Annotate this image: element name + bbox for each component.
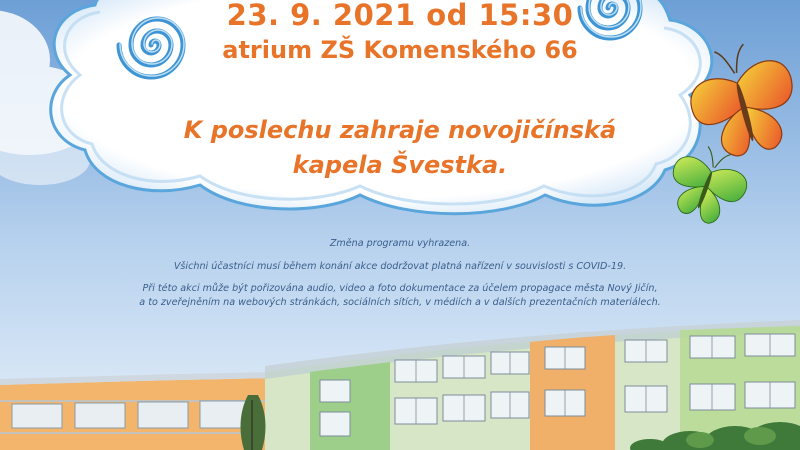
media-note-line-1: Při této akci může být pořizována audio, video a foto dokumentace za účelem propagace města Nový Jičín, <box>142 283 658 294</box>
music-line-1: K poslechu zahraje novojičínská <box>183 116 617 144</box>
covid-note: Všichni účastníci musí během konání akce dodržovat platná nařízení v souvislosti s COVID-19. <box>173 260 627 272</box>
program-change-note: Změna programu vyhrazena. <box>329 238 471 249</box>
music-announcement <box>0 113 800 183</box>
event-place: atrium ZŠ Komenského 66 <box>222 36 578 64</box>
music-line-2: kapela Švestka. <box>292 151 508 179</box>
media-note-line-2: a to zveřejněním na webových stránkách, sociálních sítích, v médiích a v dalších prezentačních materiálech. <box>139 296 661 308</box>
notes-block <box>0 237 800 309</box>
event-date-time: 23. 9. 2021 od 15:30 <box>226 0 574 32</box>
